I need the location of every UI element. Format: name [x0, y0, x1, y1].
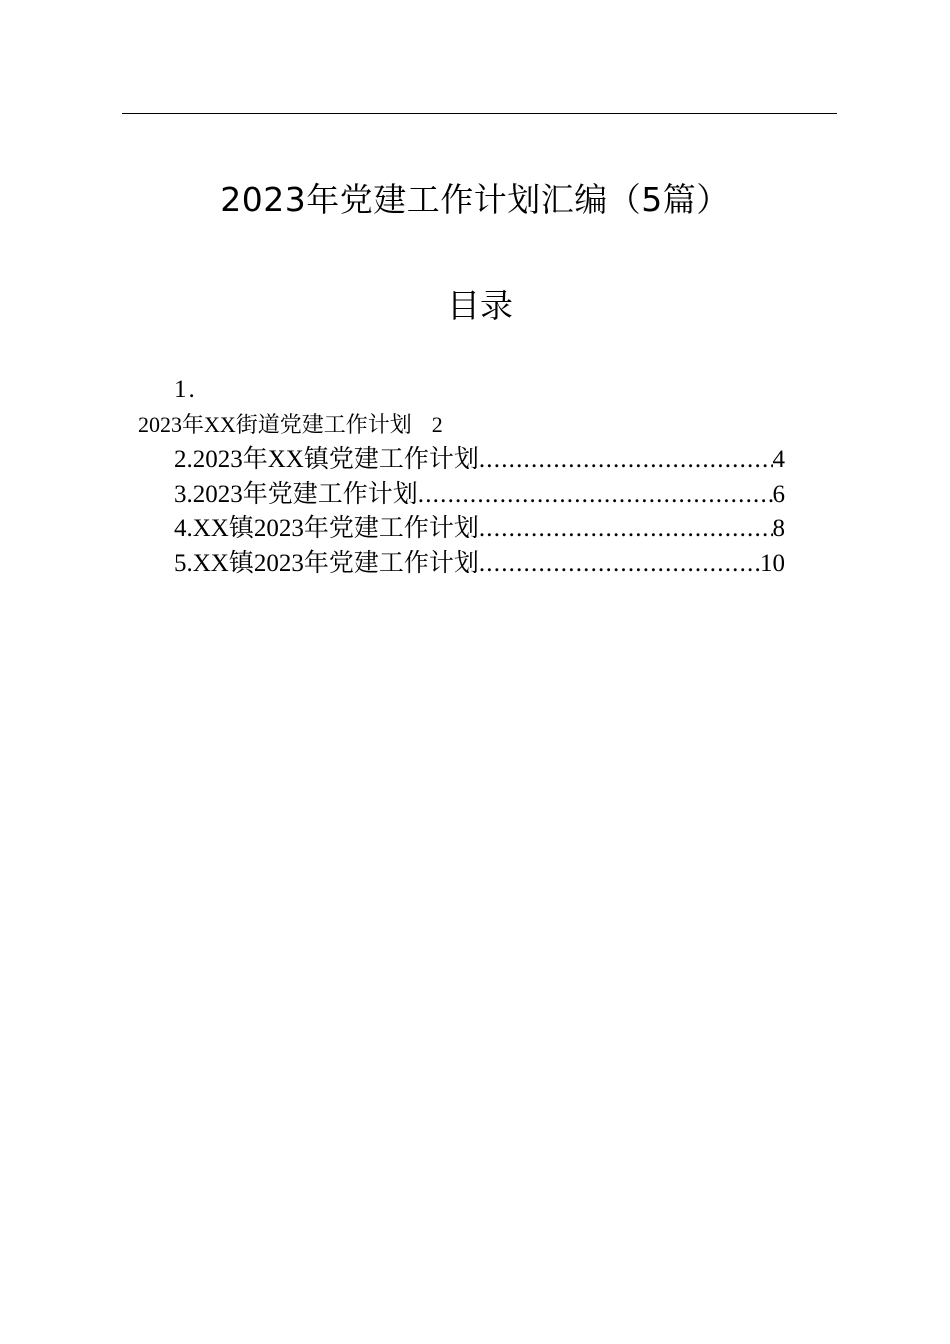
toc-entry-3[interactable]	[174, 478, 785, 513]
toc-entry-title: 3.2023年党建工作计划	[174, 480, 418, 508]
toc-entry-5[interactable]	[174, 547, 785, 582]
toc-dot-leader	[479, 512, 773, 546]
toc-entry-page: 10	[760, 549, 785, 577]
toc-heading: 目录	[447, 286, 513, 325]
toc-entry-1[interactable]	[138, 410, 443, 440]
toc-entry-4[interactable]	[174, 512, 785, 547]
toc-entry-page: 4	[772, 446, 785, 473]
toc-dot-leader	[418, 478, 773, 512]
toc-entry-1-number: 1.	[174, 376, 197, 403]
toc-dot-leader	[479, 547, 760, 581]
document-title: 2023年党建工作计划汇编（5篇）	[220, 180, 730, 219]
toc-entry-title: 2.2023年XX镇党建工作计划	[174, 446, 479, 473]
toc-entry-page: 6	[772, 480, 785, 508]
toc-list	[174, 443, 785, 581]
toc-entry-title: 4.XX镇2023年党建工作计划	[174, 515, 479, 542]
toc-dot-leader	[479, 443, 773, 477]
header-rule	[122, 113, 837, 114]
toc-entry-1-page: 2	[431, 412, 443, 437]
toc-entry-2[interactable]	[174, 443, 785, 478]
toc-entry-page: 8	[772, 515, 785, 542]
toc-entry-title: 5.XX镇2023年党建工作计划	[174, 549, 479, 577]
toc-entry-1-title: 2023年XX街道党建工作计划	[138, 412, 412, 437]
